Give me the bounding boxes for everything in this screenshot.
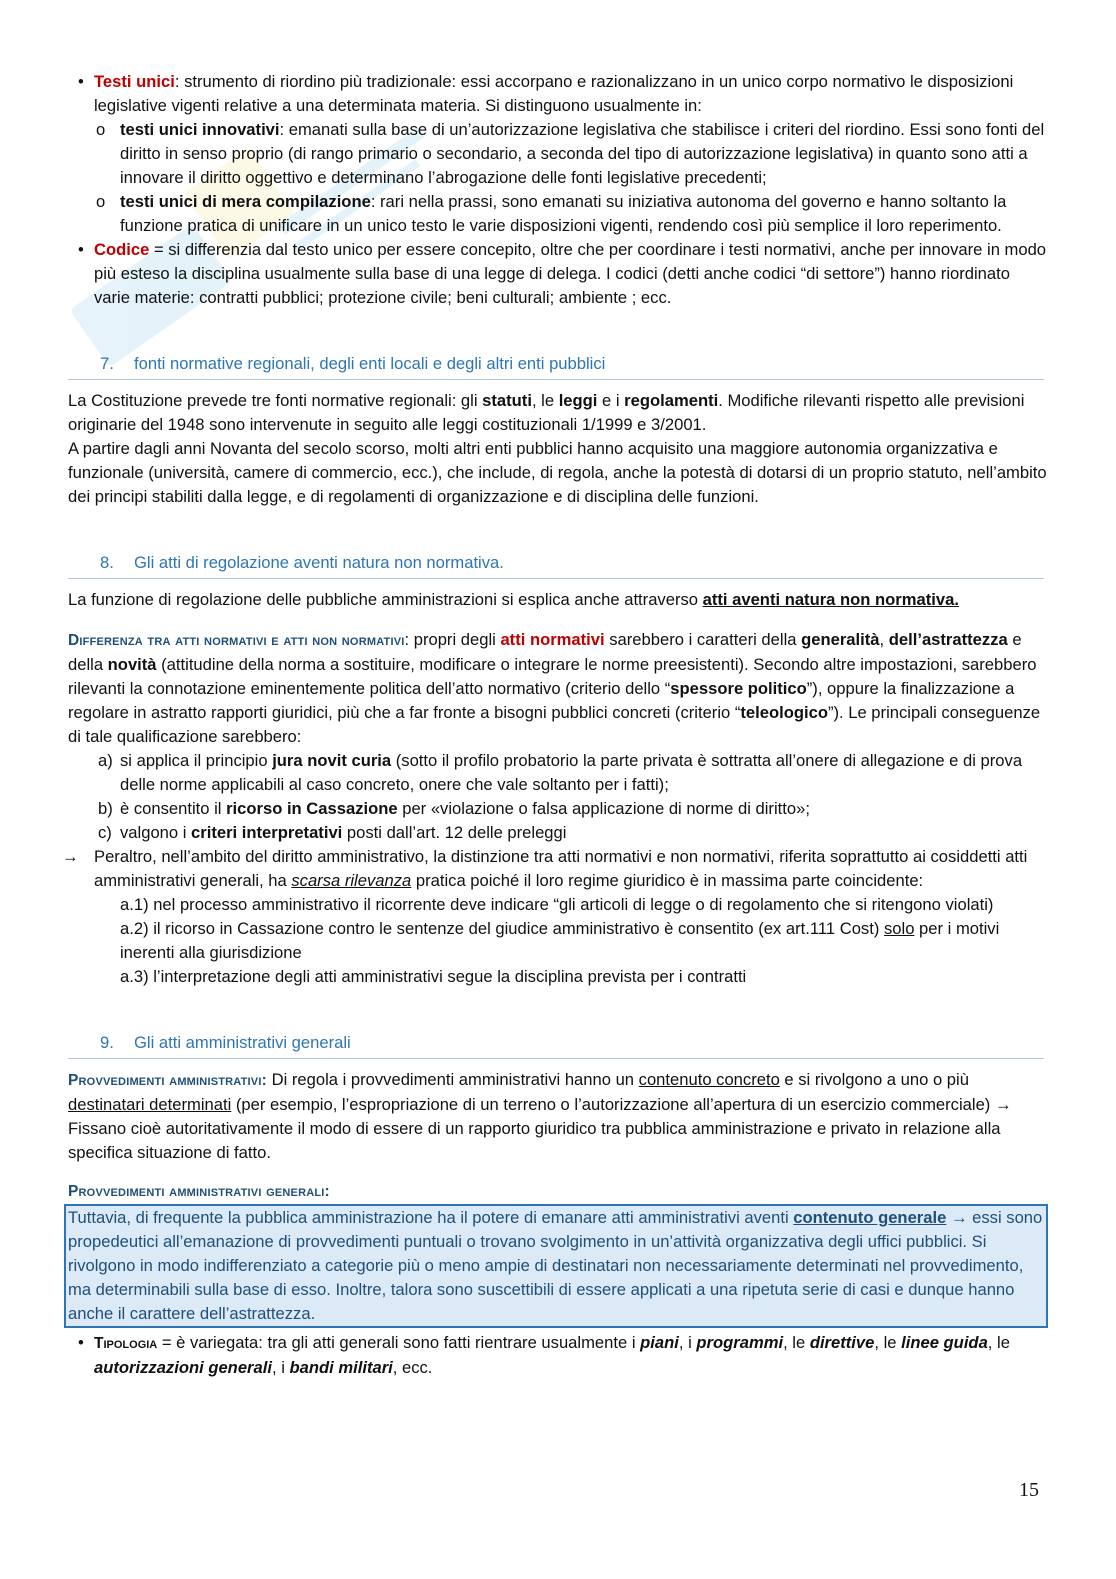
term-spessore-politico: spessore politico — [670, 679, 807, 698]
list-letter: a) — [98, 751, 113, 770]
arrow-right-icon: → — [994, 1095, 1012, 1114]
section-8-number: 8. — [100, 553, 114, 572]
text: e si rivolgono a uno o più — [779, 1070, 969, 1089]
label-provvedimenti: Provvedimenti amministrativi: — [68, 1072, 267, 1089]
term-compilazione: testi unici di mera compilazione — [120, 192, 371, 211]
text-testi-unici: : strumento di riordino più tradizionale: essi accorpano e razionalizzano in un unico corpo normativo le disposizioni legislative vigenti relative a una determinata materia. Si distinguono usualmente in: — [94, 72, 1014, 115]
text-innovativi: : emanati sulla base di un’autorizzazione legislativa che stabilisce i criteri del riordino. Essi sono fonti del diritto in senso proprio (di rango primario o secondario, a seconda del tipo di autorizzazione legislativa) in quanto sono atti a innovare il diritto oggettivo e determinano l’abrogazione delle fonti legislative precedenti; — [120, 120, 1045, 187]
text: e i — [597, 391, 625, 410]
text: = è variegata: tra gli atti generali sono fatti rientrare usualmente i — [157, 1333, 641, 1352]
term-contenuto-generale: contenuto generale — [793, 1208, 947, 1227]
text: , le — [987, 1333, 1010, 1352]
text: Tuttavia, di frequente la pubblica amministrazione ha il potere di emanare atti amministrativi aventi — [68, 1208, 794, 1227]
text: : propri degli — [404, 630, 501, 649]
section-8-differenza — [68, 628, 1050, 749]
term-direttive: direttive — [809, 1333, 875, 1352]
sub-bullet-compilazione — [68, 190, 1050, 238]
text: , i — [271, 1358, 290, 1377]
circle-bullet-icon: o — [96, 120, 106, 139]
label-differenza: Differenza tra atti normativi e atti non normativi — [68, 632, 405, 649]
section-9-title: Gli atti amministrativi generali — [134, 1033, 351, 1052]
sub-bullet-innovativi — [68, 118, 1050, 190]
list-item-a — [68, 749, 1050, 797]
text: per i motivi inerenti alla giurisdizione — [120, 919, 1000, 962]
text: sarebbero i caratteri della — [604, 630, 802, 649]
term-codice: Codice — [94, 240, 150, 259]
term-programmi: programmi — [696, 1333, 784, 1352]
term-contenuto-concreto: contenuto concreto — [638, 1070, 780, 1089]
bullet-dot-icon: • — [78, 72, 84, 91]
page-content — [62, 68, 1050, 1380]
section-9-provvedimenti — [68, 1068, 1050, 1165]
text: essi sono propedeutici all’emanazione di provvedimenti puntuali o trovano svolgimento in un’attività organizzativa degli uffici pubblici. Si rivolgono in modo indifferenziato a categorie più o meno ampie di destinatari non necessariamente determinati nel provvedimento, ma determinabili sulla base di esso. Inoltre, talora sono suscettibili di essere applicati a una ripetuta serie di casi e dunque hanno anche il carattere dell’astrattezza. — [68, 1208, 1043, 1323]
section-7-title: fonti normative regionali, degli enti locali e degli altri enti pubblici — [134, 354, 606, 373]
bullet-tipologia — [68, 1331, 1050, 1380]
text-compilazione: : rari nella prassi, sono emanati su iniziativa autonoma del governo e hanno soltanto la funzione pratica di unificare in un unico testo le varie disposizioni vigenti, rendendo così più semplice il loro reperimento. — [120, 192, 1007, 235]
list-item-c — [68, 821, 1050, 845]
text: (sotto il profilo probatorio la parte privata è sottratta all’onere di allegazione e di prova delle norme applicabili al caso concreto, onere che vale soltanto per i fatti); — [120, 751, 1023, 794]
text: La Costituzione prevede tre fonti normative regionali: gli — [68, 391, 483, 410]
term-linee-guida: linee guida — [901, 1333, 988, 1352]
text: , i — [678, 1333, 697, 1352]
text: (attitudine della norma a sostituire, modificare o integrare le norme preesistenti). Secondo altre impostazioni, sarebbero rilevanti la connotazione eminentemente politica dell’atto normativo (criterio dello “ — [68, 655, 1037, 698]
bullet-testi-unici — [68, 70, 1050, 118]
sub-item-a3: a.3) l’interpretazione degli atti amministrativi segue la disciplina prevista per i contratti — [120, 967, 747, 986]
arrow-right-icon: → — [62, 847, 79, 866]
text: , ecc. — [392, 1358, 433, 1377]
text: pratica poiché il loro regime giuridico è in massima parte coincidente: — [411, 871, 924, 890]
term-testi-unici: Testi unici — [94, 72, 175, 91]
text: ”), oppure la finalizzazione a regolare in astratto rapporti giuridici, più che a far fronte a bisogni pubblici concreti (criterio “ — [68, 679, 1015, 722]
term-piani: piani — [640, 1333, 679, 1352]
term-autorizzazioni-generali: autorizzazioni generali — [94, 1358, 272, 1377]
list-letter: b) — [98, 799, 113, 818]
term-scarsa-rilevanza: scarsa rilevanza — [291, 871, 412, 890]
text: ”). Le principali conseguenze di tale qualificazione sarebbero: — [68, 703, 1041, 746]
term-destinatari-determinati: destinatari determinati — [68, 1095, 232, 1114]
section-7-paragraph-2: A partire dagli anni Novanta del secolo scorso, molti altri enti pubblici hanno acquisito una maggiore autonomia organizzativa e funzionale (università, camere di commercio, ecc.), che include, di regola, anche la potestà di dotarsi di un proprio statuto, nell’ambito dei principi stabiliti dalla legge, e di regolamenti di organizzazione e di disciplina delle funzioni. — [68, 439, 1047, 506]
circle-bullet-icon: o — [96, 192, 106, 211]
highlight-box-contenuto-generale — [64, 1204, 1048, 1328]
term-teleologico: teleologico — [740, 703, 828, 722]
section-7-paragraph-1 — [68, 389, 1050, 437]
arrow-paragraph — [62, 845, 1050, 893]
list-item-b — [68, 797, 1050, 821]
text: Di regola i provvedimenti amministrativi hanno un — [266, 1070, 639, 1089]
bullet-dot-icon: • — [78, 240, 84, 259]
list-letter: c) — [98, 823, 112, 842]
text: si applica il principio — [120, 751, 273, 770]
term-novita: novità — [107, 655, 157, 674]
text: , — [879, 630, 889, 649]
term: ricorso in Cassazione — [226, 799, 398, 818]
label-provvedimenti-generali — [68, 1179, 1050, 1204]
text: . Modifiche rilevanti rispetto alle previsioni originarie del 1948 sono intervenute in seguito alle leggi costituzionali 1/1999 e 3/2001. — [68, 391, 1025, 434]
text: posti dall’art. 12 delle preleggi — [342, 823, 567, 842]
section-7-number: 7. — [100, 354, 114, 373]
text: , le — [783, 1333, 810, 1352]
text: Peraltro, nell’ambito del diritto amministrativo, la distinzione tra atti normativi e non normativi, riferita soprattutto ai cosiddetti atti amministrativi generali, ha — [94, 847, 1028, 890]
text: , le — [874, 1333, 902, 1352]
section-8-heading — [68, 551, 1044, 579]
term-statuti: statuti — [482, 391, 532, 410]
text: valgono i — [120, 823, 192, 842]
text: e della — [68, 630, 1022, 674]
term-solo: solo — [883, 919, 915, 938]
term-generalita: generalità — [801, 630, 880, 649]
section-8-title: Gli atti di regolazione aventi natura non normativa. — [134, 553, 504, 572]
term-bandi-militari: bandi militari — [289, 1358, 393, 1377]
term-leggi: leggi — [558, 391, 598, 410]
term: jura novit curia — [272, 751, 392, 770]
term-atti-normativi: atti normativi — [500, 630, 605, 649]
text: è consentito il — [120, 799, 227, 818]
arrow-right-icon: → — [950, 1208, 968, 1227]
text: per «violazione o falsa applicazione di norme di diritto»; — [397, 799, 810, 818]
term-astrattezza: dell’astrattezza — [888, 630, 1008, 649]
section-9-heading — [68, 1031, 1044, 1059]
page-number: 15 — [1019, 1479, 1039, 1501]
sub-item-a1: a.1) nel processo amministrativo il ricorrente deve indicare “gli articoli di legge o di regolamento che si ritengono violati) — [120, 895, 994, 914]
term-innovativi: testi unici innovativi — [120, 120, 280, 139]
text: Fissano cioè autoritativamente il modo di essere di un rapporto giuridico tra pubblica amministrazione e privato in relazione alla specifica situazione di fatto. — [68, 1119, 1001, 1162]
text: a.2) il ricorso in Cassazione contro le sentenze del giudice amministrativo è consentito (ex art.111 Cost) — [120, 919, 884, 938]
label-text: Provvedimenti amministrativi generali: — [68, 1183, 330, 1200]
label-tipologia: Tipologia — [94, 1335, 158, 1352]
text: , le — [531, 391, 559, 410]
sub-item-a2 — [68, 917, 1050, 965]
text-codice: = si differenzia dal testo unico per essere concepito, oltre che per coordinare i testi normativi, anche per innovare in modo più esteso la disciplina usualmente sulla base di una legge di delega. I codici (detti anche codici “di settore”) hanno riordinato varie materie: contratti pubblici; protezione civile; beni culturali; ambiente ; ecc. — [94, 240, 1047, 307]
text: (per esempio, l’espropriazione di un terreno o l’autorizzazione all’apertura di un esercizio commerciale) — [231, 1095, 995, 1114]
term-atti-non-normativi: atti aventi natura non normativa. — [702, 590, 959, 609]
term: criteri interpretativi — [191, 823, 343, 842]
section-9-number: 9. — [100, 1033, 114, 1052]
section-8-intro — [68, 588, 1050, 612]
term-regolamenti: regolamenti — [624, 391, 719, 410]
bullet-dot-icon: • — [78, 1333, 84, 1352]
bullet-codice — [68, 238, 1050, 310]
text: La funzione di regolazione delle pubbliche amministrazioni si esplica anche attraverso — [68, 590, 703, 609]
section-7-heading — [68, 352, 1044, 380]
